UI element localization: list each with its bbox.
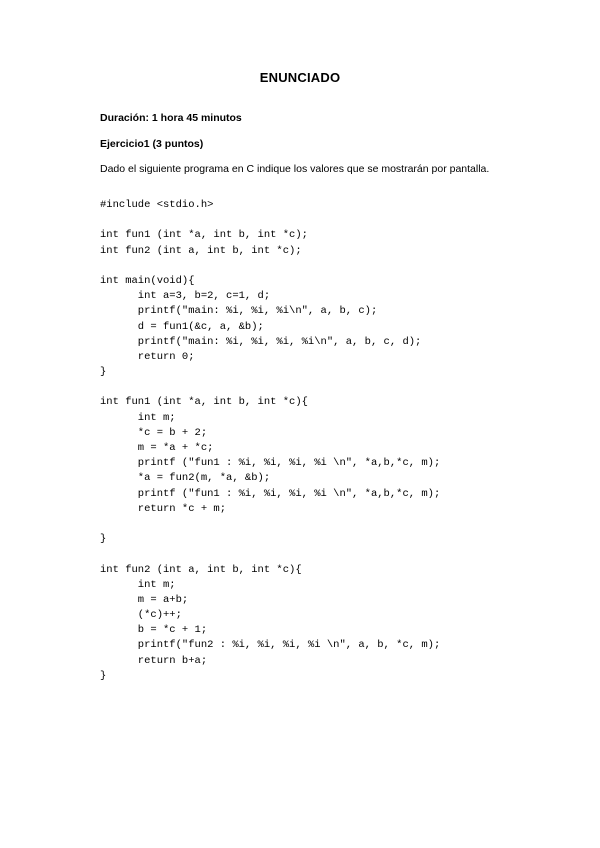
duration-text: Duración: 1 hora 45 minutos	[100, 112, 242, 124]
code-line: int fun1 (int *a, int b, int *c);	[100, 229, 308, 242]
code-line: printf("main: %i, %i, %i, %i\n", a, b, c, d);	[100, 335, 422, 348]
exercise-prompt: Dado el siguiente programa en C indique los valores que se mostrarán por pantalla.	[100, 163, 490, 175]
exercise-heading: Ejercicio1 (3 puntos)	[100, 138, 204, 150]
code-line: *a = fun2(m, *a, &b);	[100, 472, 271, 485]
code-line: return 0;	[100, 350, 195, 363]
code-line: return b+a;	[100, 654, 208, 667]
code-line: int m;	[100, 411, 176, 424]
code-line: }	[100, 533, 107, 546]
code-line: }	[100, 366, 107, 379]
code-line: int a=3, b=2, c=1, d;	[100, 290, 271, 303]
code-line: #include <stdio.h>	[100, 199, 214, 211]
code-line: m = *a + *c;	[100, 442, 214, 454]
code-line	[100, 517, 440, 532]
code-line: int fun1 (int *a, int b, int *c){	[100, 396, 308, 409]
code-line: printf ("fun1 : %i, %i, %i, %i \n", *a,b,*c, m);	[100, 487, 441, 500]
page-title: ENUNCIADO	[259, 70, 341, 85]
code-line	[100, 380, 440, 395]
code-line: d = fun1(&c, a, &b);	[100, 320, 264, 333]
code-line: }	[100, 669, 107, 682]
code-line: b = *c + 1;	[100, 624, 208, 637]
code-line	[100, 213, 440, 228]
code-line: return *c + m;	[100, 502, 227, 515]
code-line: m = a+b;	[100, 593, 189, 606]
code-line	[100, 547, 440, 562]
code-line: int main(void){	[100, 274, 195, 287]
code-line: int fun2 (int a, int b, int *c);	[100, 244, 302, 257]
code-line: printf("main: %i, %i, %i\n", a, b, c);	[100, 305, 378, 318]
code-line: (*c)++;	[100, 609, 182, 622]
code-line: printf ("fun1 : %i, %i, %i, %i \n", *a,b,*c, m);	[100, 457, 441, 470]
code-line: *c = b + 2;	[100, 426, 208, 439]
code-line: printf("fun2 : %i, %i, %i, %i \n", a, b, *c, m);	[100, 639, 441, 652]
code-line: int fun2 (int a, int b, int *c){	[100, 563, 302, 576]
code-line: int m;	[100, 578, 176, 591]
code-line	[100, 259, 440, 274]
code-listing	[100, 198, 440, 684]
